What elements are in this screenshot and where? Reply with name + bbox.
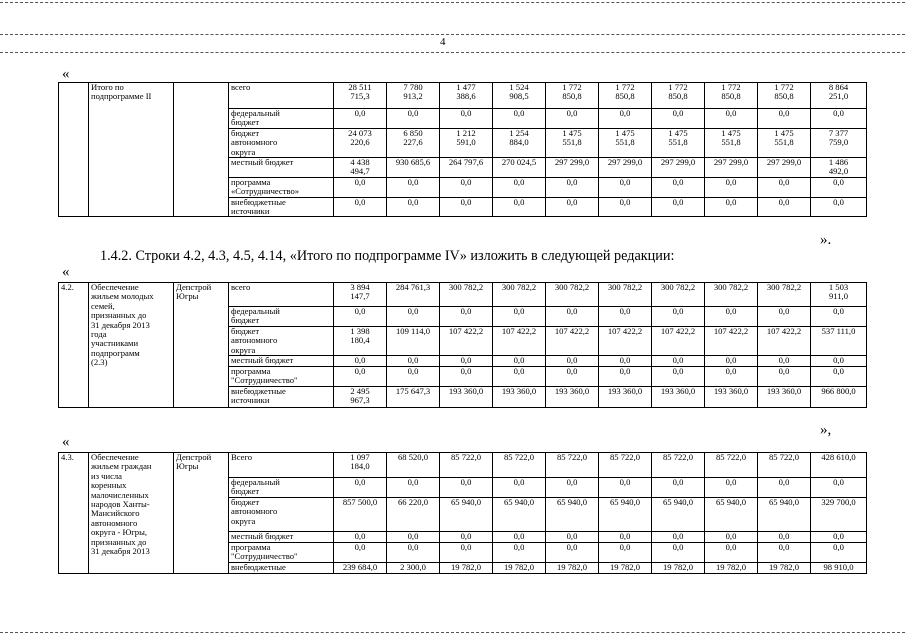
amount-cell: 0,0: [599, 531, 652, 542]
amount-cell: 0,0: [652, 177, 705, 197]
amount-cell: 0,0: [440, 542, 493, 562]
amount-cell: 0,0: [652, 197, 705, 217]
amount-cell: 297 299,0: [758, 158, 811, 178]
funding-source-label: программа «Сотрудничество»: [229, 177, 334, 197]
amount-cell: 297 299,0: [546, 158, 599, 178]
amount-cell: 0,0: [758, 478, 811, 498]
amount-cell: 0,0: [811, 356, 867, 367]
funding-source-label: внебюджетные источники: [229, 197, 334, 217]
amount-cell: 193 360,0: [758, 387, 811, 408]
header-rule: [0, 34, 905, 35]
amount-cell: 0,0: [493, 197, 546, 217]
amount-cell: 1 212 591,0: [440, 128, 493, 157]
amount-cell: 107 422,2: [705, 326, 758, 355]
amount-cell: 0,0: [652, 542, 705, 562]
amount-cell: 300 782,2: [758, 283, 811, 307]
amount-cell: 0,0: [546, 367, 599, 387]
amount-cell: 297 299,0: [705, 158, 758, 178]
table-row: [59, 453, 867, 478]
amount-cell: 0,0: [493, 542, 546, 562]
amount-cell: 85 722,0: [705, 453, 758, 478]
amount-cell: 0,0: [599, 197, 652, 217]
amount-cell: 0,0: [758, 531, 811, 542]
amount-cell: 0,0: [599, 542, 652, 562]
amount-cell: 0,0: [599, 356, 652, 367]
amount-cell: 300 782,2: [493, 283, 546, 307]
amount-cell: 0,0: [546, 478, 599, 498]
amount-cell: 0,0: [440, 177, 493, 197]
amount-cell: 175 647,3: [387, 387, 440, 408]
funding-source-label: внебюджетные источники: [229, 387, 334, 408]
amount-cell: 6 850 227,6: [387, 128, 440, 157]
funding-source-label: бюджет автономного округа: [229, 128, 334, 157]
amount-cell: 0,0: [705, 356, 758, 367]
amount-cell: 270 024,5: [493, 158, 546, 178]
amount-cell: 0,0: [387, 367, 440, 387]
amount-cell: 0,0: [599, 307, 652, 327]
amount-cell: 7 377 759,0: [811, 128, 867, 157]
amount-cell: 0,0: [387, 307, 440, 327]
amount-cell: 107 422,2: [599, 326, 652, 355]
amount-cell: 0,0: [705, 109, 758, 129]
amount-cell: 329 700,0: [811, 497, 867, 531]
header-rule-lower: [0, 52, 905, 53]
amount-cell: 0,0: [811, 542, 867, 562]
executor-cell: [174, 83, 229, 217]
amount-cell: 0,0: [493, 367, 546, 387]
amount-cell: 0,0: [811, 177, 867, 197]
amount-cell: 857 500,0: [334, 497, 387, 531]
amount-cell: 0,0: [652, 307, 705, 327]
amount-cell: 0,0: [546, 109, 599, 129]
amount-cell: 0,0: [546, 531, 599, 542]
amount-cell: 0,0: [705, 307, 758, 327]
amount-cell: 297 299,0: [599, 158, 652, 178]
amount-cell: 0,0: [811, 197, 867, 217]
amount-cell: 300 782,2: [546, 283, 599, 307]
amount-cell: 0,0: [546, 307, 599, 327]
funding-source-label: федеральный бюджет: [229, 307, 334, 327]
amount-cell: 85 722,0: [493, 453, 546, 478]
amount-cell: 0,0: [334, 109, 387, 129]
amount-cell: 0,0: [811, 109, 867, 129]
open-quote-3: «: [62, 434, 70, 450]
open-quote-1: «: [62, 66, 70, 82]
amount-cell: 19 782,0: [599, 562, 652, 573]
amount-cell: 1 475 551,8: [546, 128, 599, 157]
amount-cell: 0,0: [440, 197, 493, 217]
top-rule: [0, 2, 905, 3]
measure-name-cell: Обеспечение жильем молодых семей, признанных до 31 декабря 2013 года участниками подпрограмм (2.3): [89, 283, 174, 408]
amount-cell: 0,0: [334, 356, 387, 367]
amount-cell: 85 722,0: [652, 453, 705, 478]
amount-cell: 8 864 251,0: [811, 83, 867, 109]
amount-cell: 66 220,0: [387, 497, 440, 531]
amount-cell: 1 772 850,8: [705, 83, 758, 109]
amount-cell: 1 475 551,8: [652, 128, 705, 157]
funding-source-label: программа "Сотрудничество": [229, 367, 334, 387]
amount-cell: 85 722,0: [546, 453, 599, 478]
amount-cell: 0,0: [334, 542, 387, 562]
amount-cell: 1 772 850,8: [652, 83, 705, 109]
measure-name-cell: Обеспечение жильем граждан из числа коренных малочисленных народов Ханты- Мансийского автономного округа - Югры, признанных до 31 декабря 2013: [89, 453, 174, 574]
amount-cell: 107 422,2: [758, 326, 811, 355]
amount-cell: 537 111,0: [811, 326, 867, 355]
amount-cell: 0,0: [652, 109, 705, 129]
amount-cell: 193 360,0: [493, 387, 546, 408]
amount-cell: 1 486 492,0: [811, 158, 867, 178]
row-number-cell: 4.3.: [59, 453, 89, 574]
amount-cell: 0,0: [334, 478, 387, 498]
amount-cell: 109 114,0: [387, 326, 440, 355]
funding-source-label: Всего: [229, 453, 334, 478]
amount-cell: 0,0: [387, 478, 440, 498]
amount-cell: 0,0: [546, 197, 599, 217]
amount-cell: 0,0: [758, 367, 811, 387]
funding-source-label: местный бюджет: [229, 356, 334, 367]
amount-cell: 0,0: [811, 367, 867, 387]
amount-cell: 3 894 147,7: [334, 283, 387, 307]
amount-cell: 0,0: [599, 478, 652, 498]
section-heading: 1.4.2. Строки 4.2, 4.3, 4.5, 4.14, «Итого по подпрограмме IV» изложить в следующей редакции:: [100, 248, 675, 264]
amount-cell: 2 300,0: [387, 562, 440, 573]
amount-cell: 0,0: [334, 307, 387, 327]
amount-cell: 0,0: [599, 367, 652, 387]
amount-cell: 0,0: [546, 356, 599, 367]
amount-cell: 930 685,6: [387, 158, 440, 178]
amount-cell: 65 940,0: [599, 497, 652, 531]
amount-cell: 0,0: [440, 307, 493, 327]
amount-cell: 0,0: [705, 478, 758, 498]
amount-cell: 107 422,2: [493, 326, 546, 355]
amount-cell: 0,0: [758, 177, 811, 197]
amount-cell: 19 782,0: [546, 562, 599, 573]
amount-cell: 0,0: [758, 109, 811, 129]
amount-cell: 0,0: [705, 177, 758, 197]
amount-cell: 107 422,2: [546, 326, 599, 355]
amount-cell: 264 797,6: [440, 158, 493, 178]
amount-cell: 0,0: [546, 542, 599, 562]
amount-cell: 0,0: [493, 307, 546, 327]
data-table: [58, 452, 867, 574]
amount-cell: 0,0: [705, 197, 758, 217]
amount-cell: 2 495 967,3: [334, 387, 387, 408]
amount-cell: 0,0: [493, 109, 546, 129]
amount-cell: 0,0: [546, 177, 599, 197]
amount-cell: 0,0: [811, 531, 867, 542]
amount-cell: 0,0: [758, 307, 811, 327]
amount-cell: 1 772 850,8: [546, 83, 599, 109]
amount-cell: 0,0: [334, 177, 387, 197]
amount-cell: 0,0: [811, 478, 867, 498]
close-quote-2: »,: [820, 422, 832, 438]
amount-cell: 0,0: [758, 356, 811, 367]
amount-cell: 966 800,0: [811, 387, 867, 408]
amount-cell: 28 511 715,3: [334, 83, 387, 109]
amount-cell: 1 524 908,5: [493, 83, 546, 109]
amount-cell: 0,0: [334, 197, 387, 217]
amount-cell: 65 940,0: [705, 497, 758, 531]
amount-cell: 0,0: [440, 531, 493, 542]
amount-cell: 1 475 551,8: [599, 128, 652, 157]
page-number: 4: [440, 36, 446, 48]
amount-cell: 107 422,2: [652, 326, 705, 355]
data-table: [58, 82, 867, 217]
amount-cell: 0,0: [705, 367, 758, 387]
data-table: [58, 282, 867, 408]
amount-cell: 1 503 911,0: [811, 283, 867, 307]
amount-cell: 0,0: [440, 367, 493, 387]
amount-cell: 0,0: [758, 197, 811, 217]
amount-cell: 1 477 388,6: [440, 83, 493, 109]
bottom-rule: [0, 632, 905, 633]
amount-cell: 7 780 913,2: [387, 83, 440, 109]
funding-source-label: федеральный бюджет: [229, 109, 334, 129]
funding-source-label: местный бюджет: [229, 531, 334, 542]
amount-cell: 65 940,0: [493, 497, 546, 531]
table-row: [59, 83, 867, 109]
amount-cell: 193 360,0: [599, 387, 652, 408]
amount-cell: 0,0: [652, 478, 705, 498]
amount-cell: 0,0: [387, 109, 440, 129]
amount-cell: 1 475 551,8: [758, 128, 811, 157]
amount-cell: 0,0: [652, 531, 705, 542]
amount-cell: 0,0: [387, 197, 440, 217]
amount-cell: 0,0: [387, 356, 440, 367]
amount-cell: 193 360,0: [440, 387, 493, 408]
amount-cell: 428 610,0: [811, 453, 867, 478]
funding-source-label: внебюджетные: [229, 562, 334, 573]
executor-cell: Депстрой Югры: [174, 283, 229, 408]
amount-cell: 85 722,0: [440, 453, 493, 478]
funding-source-label: бюджет автономного округа: [229, 326, 334, 355]
amount-cell: 0,0: [440, 478, 493, 498]
amount-cell: 65 940,0: [546, 497, 599, 531]
amount-cell: 19 782,0: [758, 562, 811, 573]
amount-cell: 0,0: [652, 356, 705, 367]
funding-source-label: бюджет автономного округа: [229, 497, 334, 531]
amount-cell: 0,0: [334, 367, 387, 387]
amount-cell: 65 940,0: [758, 497, 811, 531]
amount-cell: 193 360,0: [705, 387, 758, 408]
amount-cell: 0,0: [599, 177, 652, 197]
funding-source-label: местный бюджет: [229, 158, 334, 178]
amount-cell: 0,0: [493, 531, 546, 542]
amount-cell: 24 073 220,6: [334, 128, 387, 157]
amount-cell: 0,0: [493, 478, 546, 498]
amount-cell: 4 438 494,7: [334, 158, 387, 178]
amount-cell: 1 772 850,8: [758, 83, 811, 109]
row-number-cell: 4.2.: [59, 283, 89, 408]
amount-cell: 1 398 180,4: [334, 326, 387, 355]
amount-cell: 65 940,0: [440, 497, 493, 531]
amount-cell: 0,0: [811, 307, 867, 327]
amount-cell: 1 097 184,0: [334, 453, 387, 478]
amount-cell: 0,0: [387, 542, 440, 562]
amount-cell: 68 520,0: [387, 453, 440, 478]
amount-cell: 0,0: [493, 356, 546, 367]
amount-cell: 19 782,0: [705, 562, 758, 573]
funding-source-label: всего: [229, 283, 334, 307]
amount-cell: 300 782,2: [440, 283, 493, 307]
funding-source-label: всего: [229, 83, 334, 109]
amount-cell: 0,0: [387, 531, 440, 542]
close-quote-1: ».: [820, 232, 832, 248]
amount-cell: 107 422,2: [440, 326, 493, 355]
amount-cell: 85 722,0: [758, 453, 811, 478]
amount-cell: 300 782,2: [599, 283, 652, 307]
amount-cell: 300 782,2: [705, 283, 758, 307]
funding-source-label: федеральный бюджет: [229, 478, 334, 498]
executor-cell: Депстрой Югры: [174, 453, 229, 574]
amount-cell: 0,0: [440, 109, 493, 129]
amount-cell: 1 254 884,0: [493, 128, 546, 157]
row-number-cell: [59, 83, 89, 217]
amount-cell: 19 782,0: [440, 562, 493, 573]
amount-cell: 19 782,0: [652, 562, 705, 573]
amount-cell: 1 475 551,8: [705, 128, 758, 157]
amount-cell: 85 722,0: [599, 453, 652, 478]
amount-cell: 0,0: [705, 542, 758, 562]
measure-name-cell: Итого по подпрограмме II: [89, 83, 174, 217]
amount-cell: 65 940,0: [652, 497, 705, 531]
table-row: [59, 283, 867, 307]
amount-cell: 300 782,2: [652, 283, 705, 307]
amount-cell: 0,0: [705, 531, 758, 542]
amount-cell: 0,0: [652, 367, 705, 387]
amount-cell: 19 782,0: [493, 562, 546, 573]
amount-cell: 98 910,0: [811, 562, 867, 573]
amount-cell: 0,0: [493, 177, 546, 197]
amount-cell: 0,0: [334, 531, 387, 542]
amount-cell: 297 299,0: [652, 158, 705, 178]
amount-cell: 284 761,3: [387, 283, 440, 307]
amount-cell: 193 360,0: [652, 387, 705, 408]
amount-cell: 0,0: [758, 542, 811, 562]
amount-cell: 0,0: [599, 109, 652, 129]
funding-source-label: программа "Сотрудничество": [229, 542, 334, 562]
amount-cell: 1 772 850,8: [599, 83, 652, 109]
amount-cell: 0,0: [387, 177, 440, 197]
amount-cell: 193 360,0: [546, 387, 599, 408]
amount-cell: 0,0: [440, 356, 493, 367]
open-quote-2: «: [62, 264, 70, 280]
amount-cell: 239 684,0: [334, 562, 387, 573]
